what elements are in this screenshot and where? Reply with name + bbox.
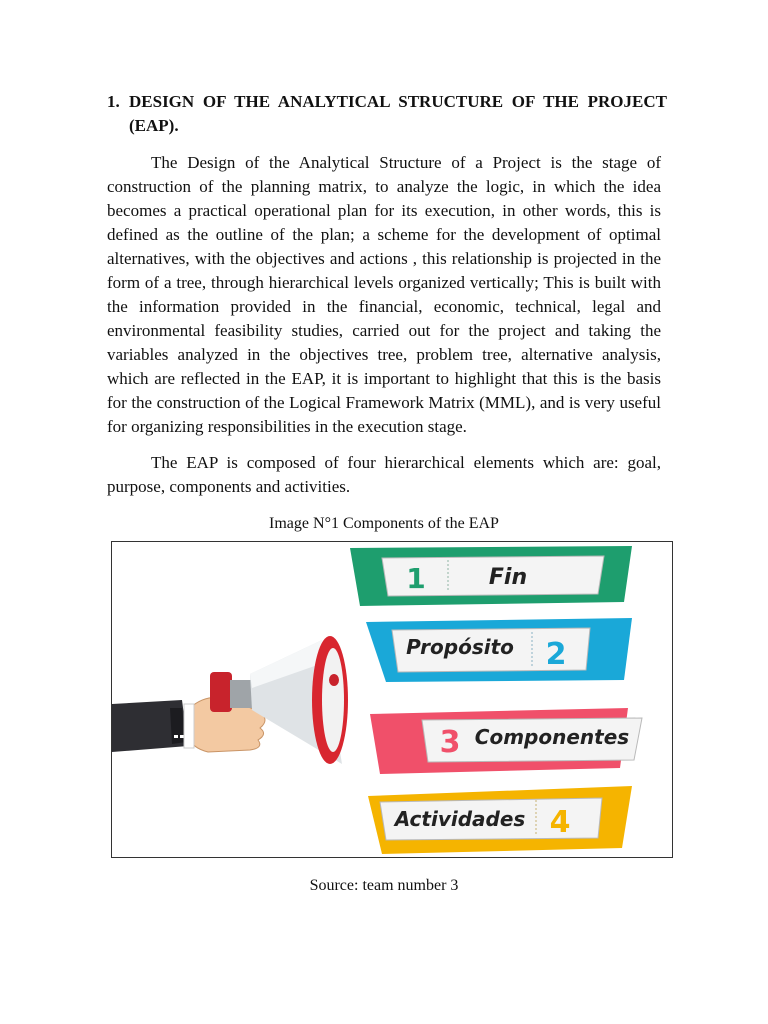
banner-3-number: 3 [439, 725, 461, 760]
paragraph-elements: The EAP is composed of four hierarchical elements which are: goal, purpose, components and activities. [107, 453, 661, 496]
banner-2-label: Propósito [406, 635, 514, 659]
banner-3-label: Componentes [474, 725, 630, 749]
banner-componentes [370, 708, 642, 774]
banner-2-number: 2 [545, 637, 567, 672]
figure-source: Source: team number 3 [309, 877, 459, 894]
banner-actividades [368, 786, 632, 854]
banner-1-number: 1 [406, 562, 426, 595]
eap-figure [111, 541, 673, 858]
section-number: 1. [107, 92, 120, 111]
banner-fin [350, 546, 632, 606]
eap-illustration [112, 542, 672, 857]
banner-4-label: Actividades [394, 807, 526, 831]
figure-caption: Image N°1 Components of the EAP [269, 515, 499, 532]
banner-1-label: Fin [488, 565, 528, 590]
paragraph-intro: The Design of the Analytical Structure of a Project is the stage of construction of the planning matrix, to analyze the logic, in which the idea becomes a practical operational plan for its execution, in other words, this is defined as the outline of the plan; a scheme for the development of optimal alternatives, with the objectives and actions , this relationship is projected in the form of a tree, through hierarchical levels organized vertically; This is built with the information provided in the financial, economic, technical, legal and environmental feasibility studies, carried out for the project and taking the variables analyzed in the objectives tree, problem tree, alternative analysis, which are reflected in the EAP, it is important to highlight that this is the basis for the construction of the Logical Framework Matrix (MML), and is very useful for organizing responsibilities in the execution stage. [107, 153, 661, 436]
section-title: DESIGN OF THE ANALYTICAL STRUCTURE OF THE PROJECT (EAP). [129, 92, 667, 135]
banner-proposito [366, 618, 632, 682]
banner-4-number: 4 [549, 805, 571, 840]
section-heading [107, 90, 667, 138]
